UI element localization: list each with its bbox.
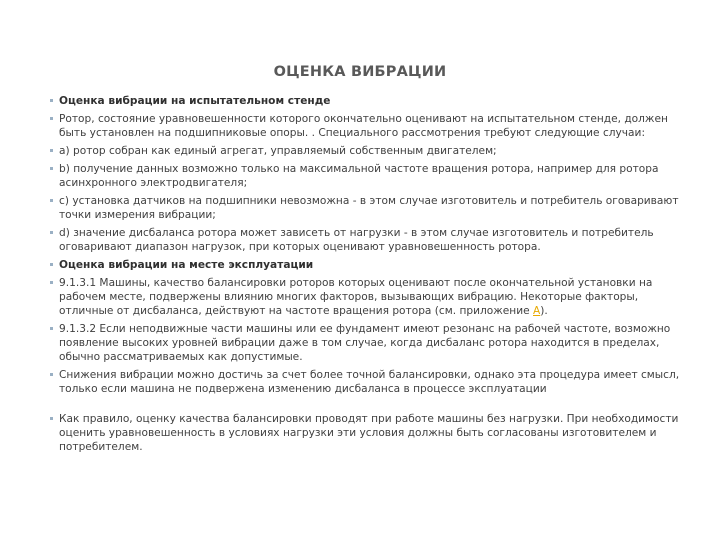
bullet-icon	[50, 231, 53, 234]
slide-title: ОЦЕНКА ВИБРАЦИИ	[273, 64, 447, 80]
bullet-icon	[50, 263, 53, 266]
bullet-icon	[50, 373, 53, 376]
item-text-end: ).	[540, 305, 548, 317]
list-item: b) получение данных возможно только на максимальной частоте вращения ротора, например для ротора асинхронного электродвигателя;	[50, 162, 682, 190]
item-text: 9.1.3.1 Машины, качество балансировки роторов которых оценивают после окончательной установки на рабочем месте, подвержены влиянию многих факторов, вызывающих вибрацию. Некоторые факторы, отличные от дисбаланса, действуют на частоте вращения ротора (см. приложение	[59, 277, 653, 317]
list-item: Как правило, оценку качества балансировки проводят при работе машины без нагрузки. При необходимости оценить уравновешенность в условиях нагрузки эти условия должны быть согласованы изготовителем и потребителем.	[50, 412, 682, 454]
bullet-icon	[50, 117, 53, 120]
appendix-link[interactable]: А	[533, 305, 541, 317]
list-item: 9.1.3.2 Если неподвижные части машины или ее фундамент имеют резонанс на рабочей частоте, возможно появление высоких уровней вибрации даже в том случае, когда дисбаланс ротора находится в пределах, обычно рассматриваемых как допустимые.	[50, 322, 682, 364]
bullet-icon	[50, 99, 53, 102]
bullet-icon	[50, 327, 53, 330]
list-item: с) установка датчиков на подшипники невозможна - в этом случае изготовитель и потребитель оговаривают точки измерения вибрации;	[50, 194, 682, 222]
list-item: а) ротор собран как единый агрегат, управляемый собственным двигателем;	[50, 144, 682, 158]
list-item: Снижения вибрации можно достичь за счет более точной балансировки, однако эта процедура имеет смысл, только если машина не подвержена изменению дисбаланса в процессе эксплуатации	[50, 368, 682, 396]
list-item	[50, 276, 682, 318]
list-item: Ротор, состояние уравновешенности которого окончательно оценивают на испытательном стенде, должен быть установлен на подшипниковые опоры. . Специального рассмотрения требуют следующие случаи:	[50, 112, 682, 140]
bullet-icon	[50, 199, 53, 202]
bullet-icon	[50, 281, 53, 284]
bullet-list	[50, 94, 682, 458]
section-heading-operation-site: Оценка вибрации на месте эксплуатации	[50, 258, 682, 272]
bullet-icon	[50, 167, 53, 170]
bullet-icon	[50, 417, 53, 420]
section-heading-test-stand: Оценка вибрации на испытательном стенде	[50, 94, 682, 108]
list-item: d) значение дисбаланса ротора может зависеть от нагрузки - в этом случае изготовитель и потребитель оговаривают диапазон нагрузок, при которых оценивают уравновешенность ротора.	[50, 226, 682, 254]
bullet-icon	[50, 149, 53, 152]
